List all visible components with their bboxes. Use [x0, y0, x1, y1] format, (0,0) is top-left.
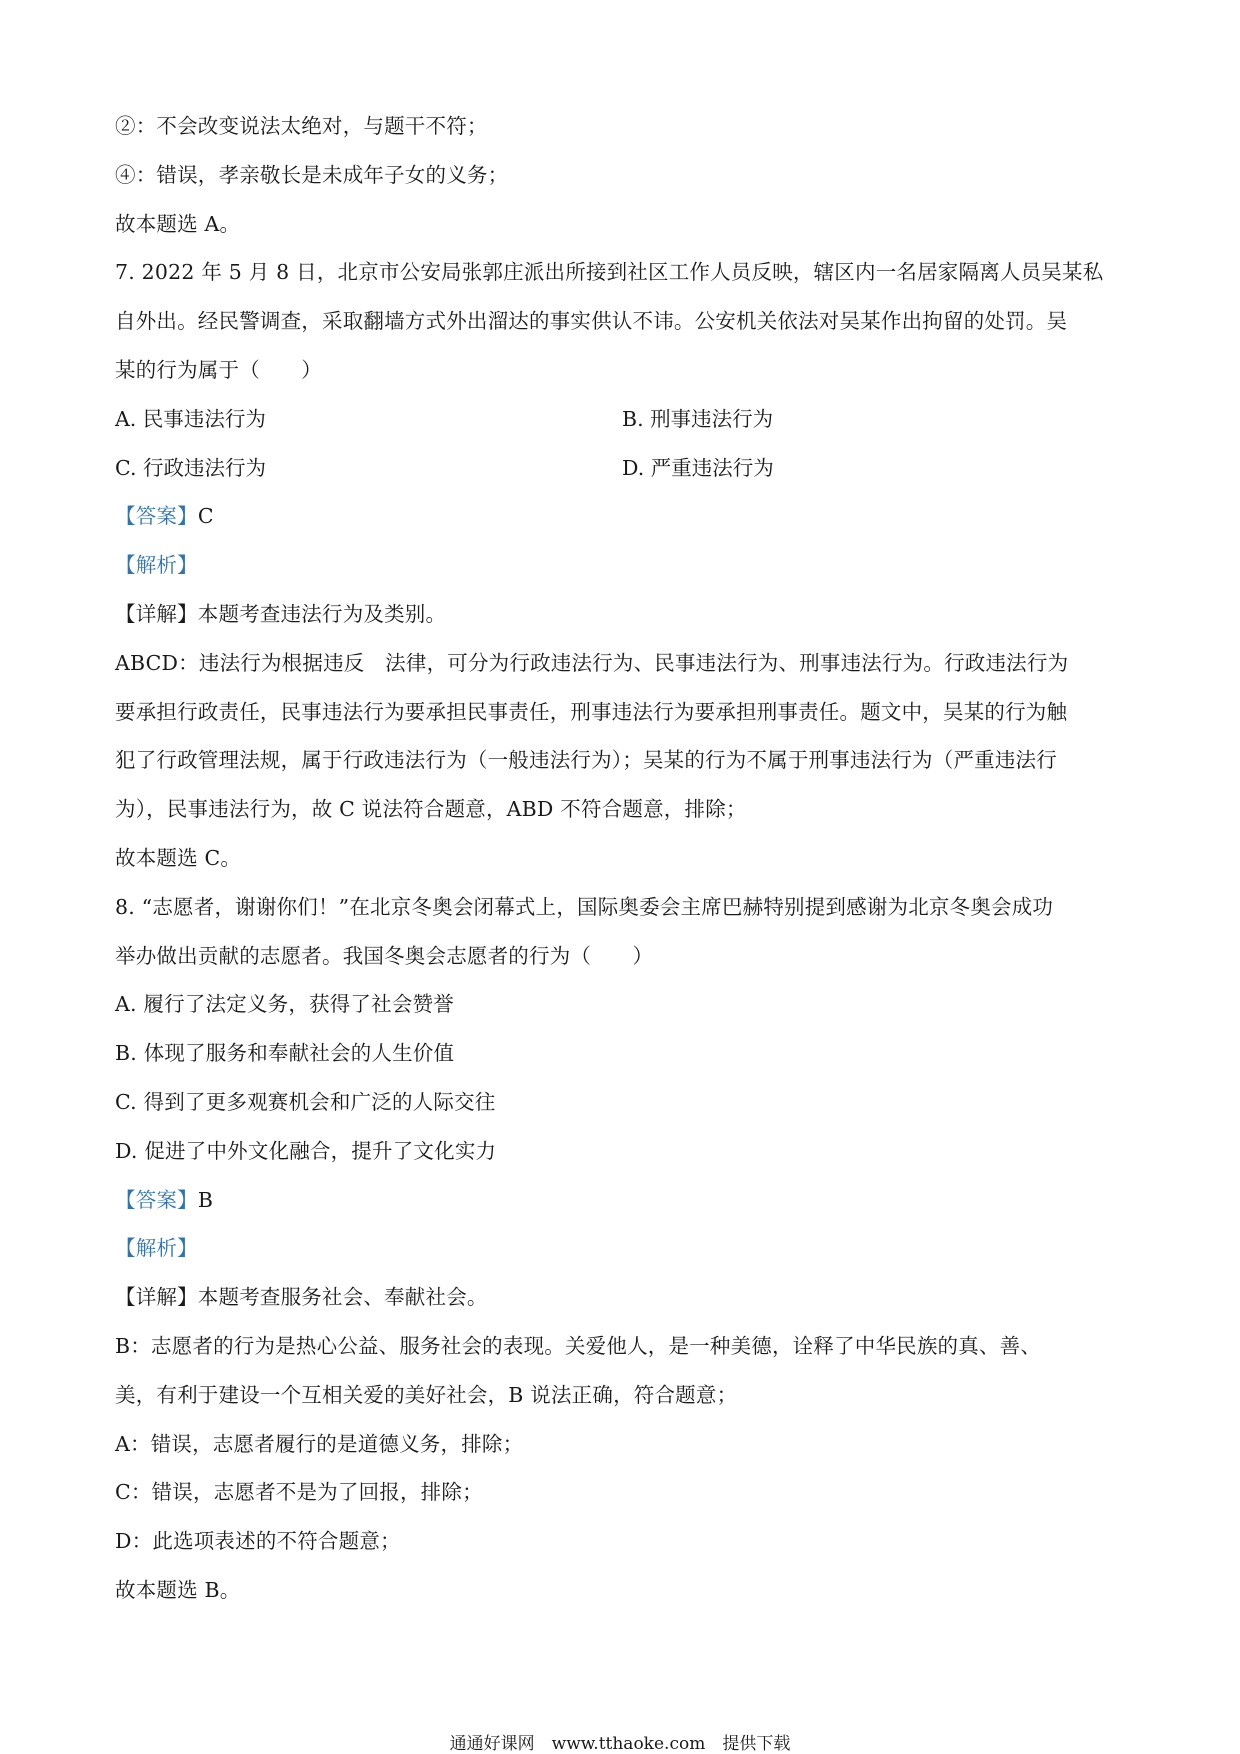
- explanation-line: A：错误，志愿者履行的是道德义务，排除；: [115, 1431, 524, 1456]
- explanation-line: C：错误，志愿者不是为了回报，排除；: [115, 1480, 483, 1505]
- analysis-tag: 【解析】: [115, 553, 198, 578]
- question-stem-line: 某的行为属于（ ）: [115, 357, 322, 382]
- question-stem-line: 自外出。经民警调查，采取翻墙方式外出溜达的事实供认不讳。公安机关依法对吴某作出拘留的处罚。吴: [115, 309, 1068, 334]
- options-row: [115, 444, 1135, 493]
- explanation-line: ABCD：违法行为根据违反 法律，可分为行政违法行为、民事违法行为、刑事违法行为。行政违法行为: [115, 650, 1069, 675]
- option-d: D. 严重违法行为: [622, 455, 774, 480]
- option-d: D. 促进了中外文化融合，提升了文化实力: [115, 1138, 497, 1163]
- question-stem-line: 举办做出贡献的志愿者。我国冬奥会志愿者的行为（ ）: [115, 943, 654, 968]
- answer-tag: 【答案】: [115, 1187, 198, 1212]
- detail-line: 【详解】本题考查服务社会、奉献社会。: [115, 1285, 488, 1310]
- question-stem-line: 8. “志愿者，谢谢你们！”在北京冬奥会闭幕式上，国际奥委会主席巴赫特别提到感谢为北京冬奥会成功: [115, 894, 1054, 919]
- option-b: B. 体现了服务和奉献社会的人生价值: [115, 1041, 455, 1066]
- options-row: [115, 395, 1135, 444]
- answer-value: B: [197, 1187, 214, 1212]
- page-footer: 通通好课网 www.tthaoke.com 提供下载: [449, 1734, 791, 1754]
- explanation-line: B：志愿者的行为是热心公益、服务社会的表现。关爱他人，是一种美德，诠释了中华民族的真、善、: [115, 1333, 1042, 1358]
- analysis-tag: 【解析】: [115, 1236, 198, 1261]
- conclusion-line: 故本题选 B。: [115, 1577, 241, 1602]
- option-c: C. 得到了更多观赛机会和广泛的人际交往: [115, 1089, 496, 1114]
- text-line: ②：不会改变说法太绝对，与题干不符；: [115, 114, 488, 138]
- answer-value: C: [197, 504, 214, 529]
- answer-tag: 【答案】: [115, 504, 198, 529]
- text-line: ④：错误，孝亲敬长是未成年子女的义务；: [115, 162, 509, 187]
- option-a: A. 履行了法定义务，获得了社会赞誉: [115, 992, 454, 1017]
- option-b: B. 刑事违法行为: [622, 406, 774, 431]
- conclusion-line: 故本题选 C。: [115, 845, 242, 870]
- text-line: 故本题选 A。: [115, 211, 241, 236]
- question-stem-line: 7. 2022 年 5 月 8 日，北京市公安局张郭庄派出所接到社区工作人员反映，辖区内一名居家隔离人员吴某私: [115, 260, 1104, 285]
- answer-line: [115, 1176, 1135, 1225]
- option-c: C. 行政违法行为: [115, 455, 266, 480]
- explanation-line: D：此选项表述的不符合题意；: [115, 1529, 401, 1554]
- explanation-line: 犯了行政管理法规，属于行政违法行为（一般违法行为）；吴某的行为不属于刑事违法行为（严重违法行: [115, 748, 1057, 773]
- question-7: [115, 248, 1135, 882]
- explanation-line: 美，有利于建设一个互相关爱的美好社会，B 说法正确，符合题意；: [115, 1382, 738, 1407]
- detail-line: 【详解】本题考查违法行为及类别。: [115, 601, 447, 626]
- answer-line: [115, 492, 1135, 541]
- explanation-line: 为），民事违法行为，故 C 说法符合题意，ABD 不符合题意，排除；: [115, 797, 747, 822]
- option-a: A. 民事违法行为: [115, 406, 266, 431]
- question-8: [115, 883, 1135, 1615]
- analysis-line: [115, 541, 1135, 590]
- analysis-line: [115, 1224, 1135, 1273]
- document-body: [115, 102, 1135, 1615]
- explanation-line: 要承担行政责任，民事违法行为要承担民事责任，刑事违法行为要承担刑事责任。题文中，吴某的行为触: [115, 699, 1068, 724]
